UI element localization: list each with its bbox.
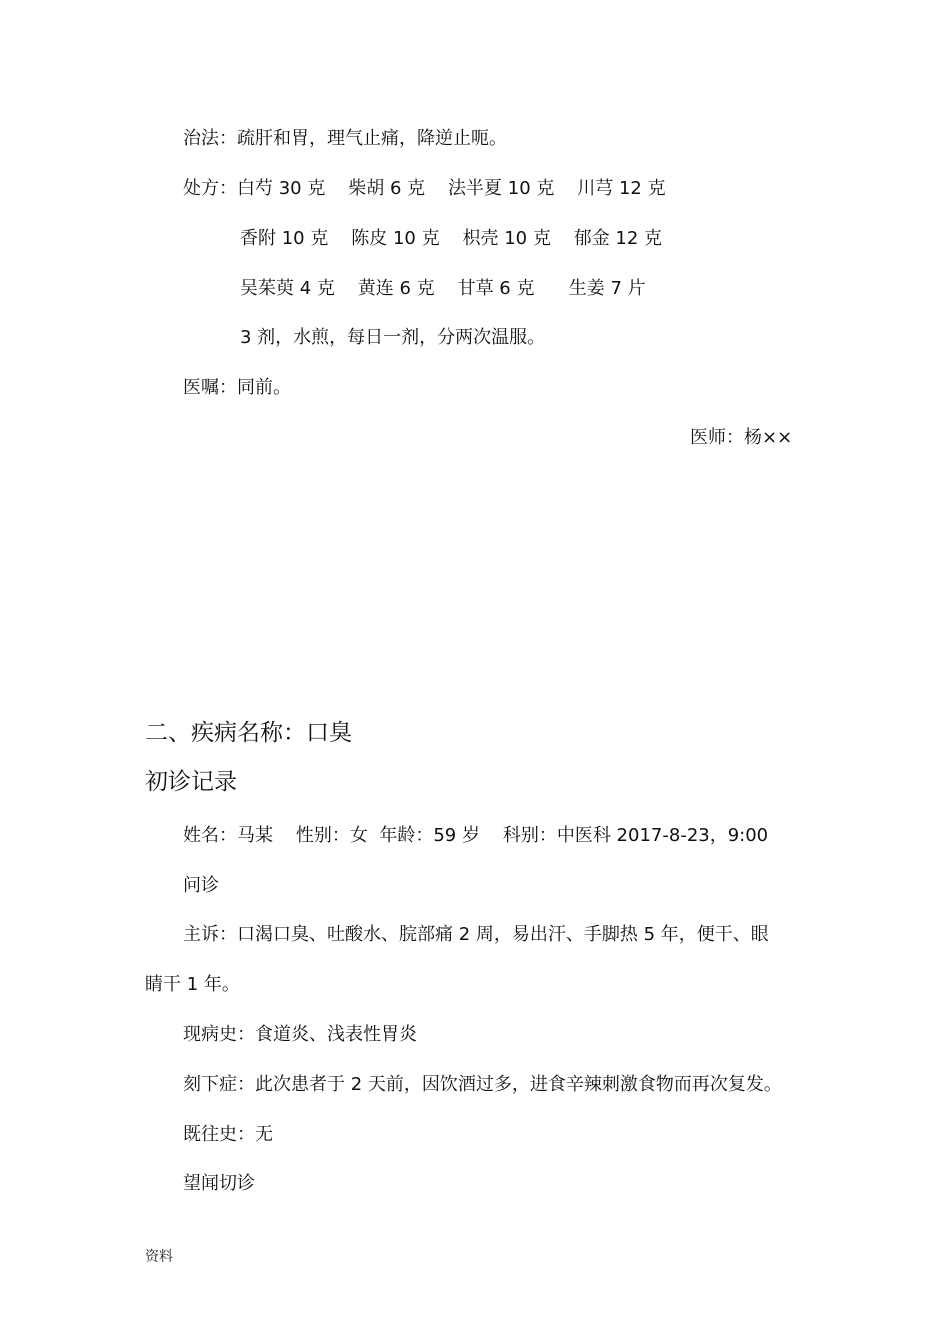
dosage-line: 3 剂，水煎，每日一剂，分两次温服。: [240, 327, 546, 348]
examination-heading: 望闻切诊: [183, 1173, 255, 1194]
footer-label: 资料: [145, 1249, 173, 1265]
disease-title: 二、疾病名称：口臭: [145, 720, 352, 746]
complaint-line-1: 主诉：口渴口臭、吐酸水、脘部痛 2 周，易出汗、手脚热 5 年，便干、眼: [183, 924, 769, 945]
inquiry-heading: 问诊: [183, 875, 219, 896]
patient-info: 姓名：马某 性别：女 年龄：59 岁 科别：中医科 2017-8-23，9:00: [183, 825, 769, 846]
current-symptoms: 刻下症：此次患者于 2 天前，因饮酒过多，进食辛辣刺激食物而再次复发。: [183, 1074, 782, 1095]
advice-line: 医嘱：同前。: [183, 377, 291, 398]
prescription-line-1: 处方：白芍 30 克 柴胡 6 克 法半夏 10 克 川芎 12 克: [183, 178, 666, 199]
doctor-signature: 医师：杨××: [690, 427, 793, 448]
prescription-line-2: 香附 10 克 陈皮 10 克 枳壳 10 克 郁金 12 克: [240, 228, 663, 249]
record-title: 初诊记录: [145, 769, 237, 795]
complaint-line-2: 睛干 1 年。: [145, 974, 240, 995]
past-history: 既往史：无: [183, 1124, 273, 1145]
treatment-line: 治法：疏肝和胃，理气止痛，降逆止呃。: [183, 128, 507, 149]
prescription-line-3: 吴茱萸 4 克 黄连 6 克 甘草 6 克 生姜 7 片: [240, 278, 646, 299]
present-history: 现病史：食道炎、浅表性胃炎: [183, 1024, 417, 1045]
